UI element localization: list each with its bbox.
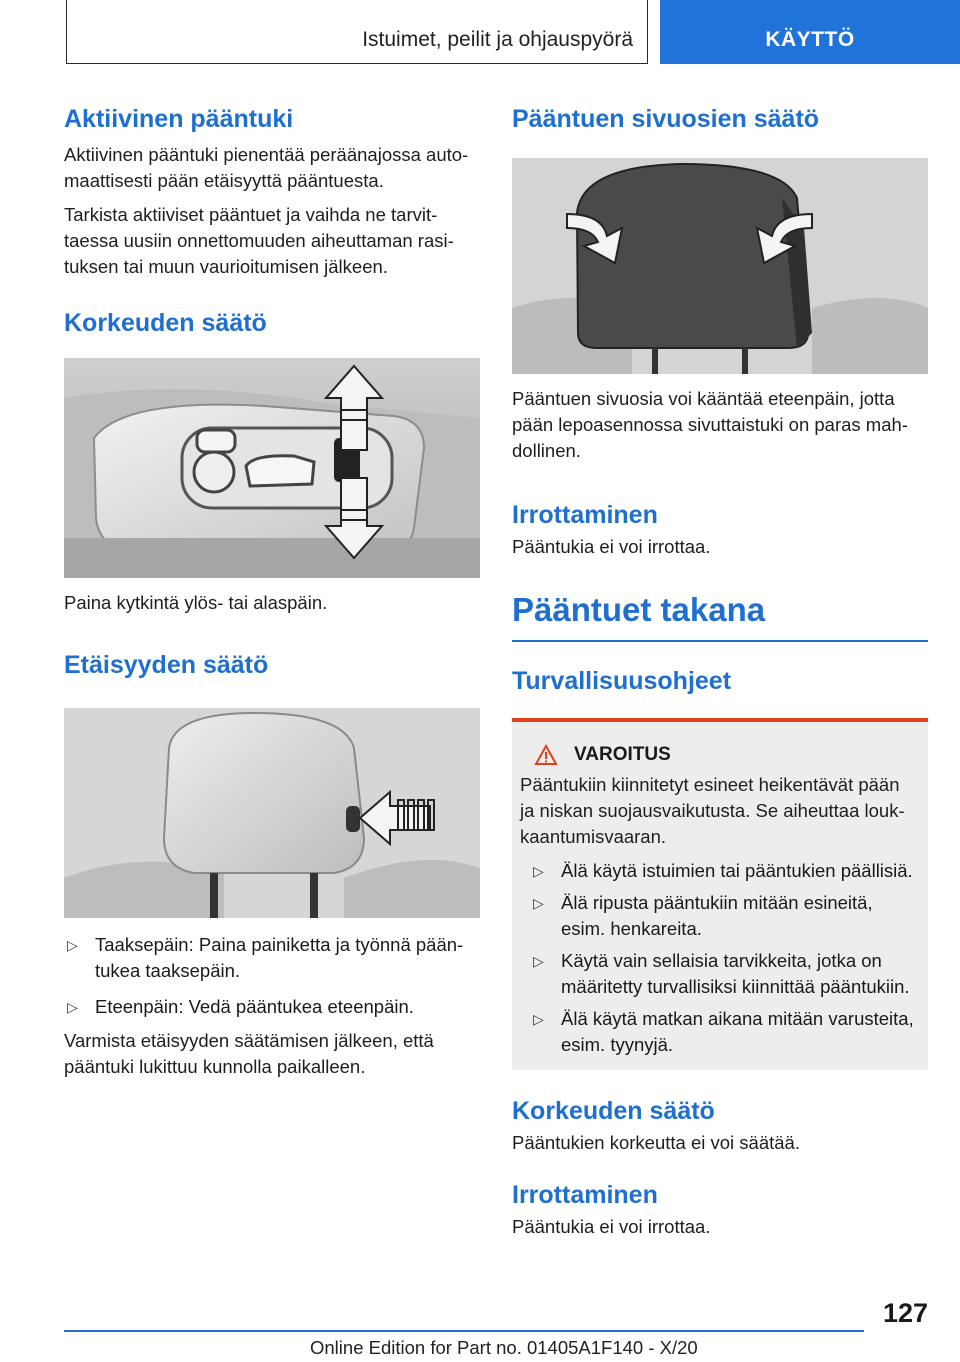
left-column xyxy=(64,100,480,1080)
bullet-triangle-icon: ▷ xyxy=(67,937,78,953)
active-headrest-title: Aktiivinen pääntuki xyxy=(64,105,294,133)
text-line: Varmista etäisyyden säätämisen jälkeen, että xyxy=(64,1030,434,1051)
footer-rule xyxy=(64,1330,864,1332)
remove-text-2: Pääntukia ei voi irrottaa. xyxy=(512,1215,711,1237)
text-line: dollinen. xyxy=(512,440,581,461)
remove-title-1: Irrottaminen xyxy=(512,501,658,529)
distance-adjust-title: Etäisyyden säätö xyxy=(64,651,269,679)
text-line: Taaksepäin: Paina painiketta ja työnnä pään- xyxy=(95,934,464,955)
warning-box xyxy=(512,718,928,1070)
text-line: ja niskan suojausvaikutusta. Se aiheuttaa louk- xyxy=(520,799,905,821)
warning-triangle-icon xyxy=(534,744,558,766)
list-item xyxy=(64,932,480,984)
page-number: 127 xyxy=(882,1298,928,1328)
remove-text-1: Pääntukia ei voi irrottaa. xyxy=(512,536,711,557)
headrest-side-illustration xyxy=(512,158,928,374)
text-line: Älä käytä matkan aikana mitään varusteita, xyxy=(561,1007,914,1029)
height-adjust-title: Korkeuden säätö xyxy=(64,309,267,337)
list-item xyxy=(530,858,920,884)
text-line: määritetty turvallisiksi kiinnittää pääntukiin. xyxy=(561,975,910,997)
text-line: Käytä vain sellaisia tarvikkeita, jotka on xyxy=(561,949,882,971)
warning-paragraph xyxy=(520,772,920,850)
text-line: kaantumisvaaran. xyxy=(520,825,667,847)
text-line: Aktiivinen pääntuki pienentää peräänajossa auto- xyxy=(64,144,469,165)
header-chapter-label: KÄYTTÖ xyxy=(765,28,855,51)
text-line: Pääntuen sivuosia voi kääntää eteenpäin, jotta xyxy=(512,388,895,409)
active-headrest-paragraph-1 xyxy=(64,142,480,194)
bullet-triangle-icon: ▷ xyxy=(533,862,544,879)
side-adjust-title: Pääntuen sivuosien säätö xyxy=(512,105,820,133)
header-chapter-tab xyxy=(660,0,960,64)
safety-title: Turvallisuusohjeet xyxy=(512,666,732,695)
text-line: esim. tyynyjä. xyxy=(561,1033,674,1055)
text-line: pääntuki lukittuu kunnolla paikalleen. xyxy=(64,1056,366,1077)
bullet-triangle-icon: ▷ xyxy=(533,952,544,969)
rear-headrests-title: Pääntuet takana xyxy=(512,591,766,628)
warning-bullet-list xyxy=(530,858,920,1058)
text-line: maattisesti pään etäisyyttä pääntuesta. xyxy=(64,170,384,191)
distance-note-paragraph xyxy=(64,1028,480,1080)
seat-switch-illustration xyxy=(64,358,480,578)
list-item xyxy=(530,948,920,1000)
text-line: Älä käytä istuimien tai pääntukien päällisiä. xyxy=(561,859,913,881)
bullet-triangle-icon: ▷ xyxy=(67,999,78,1015)
rear-height-title: Korkeuden säätö xyxy=(512,1096,715,1125)
warning-title: VAROITUS xyxy=(574,743,671,765)
text-line: Älä ripusta pääntukiin mitään esineitä, xyxy=(561,891,873,913)
text-line: taessa uusiin onnettomuuden aiheuttaman rasi- xyxy=(64,230,454,251)
text-line: Tarkista aktiiviset pääntuet ja vaihda ne tarvit- xyxy=(64,204,438,225)
right-column xyxy=(512,100,928,1240)
headrest-side-image xyxy=(512,158,928,374)
header-section-title: Istuimet, peilit ja ohjauspyörä xyxy=(362,28,633,51)
text-line: Pääntukiin kiinnitetyt esineet heikentävät pään xyxy=(520,773,900,795)
text-line: tukea taaksepäin. xyxy=(95,960,241,981)
rear-height-text: Pääntukien korkeutta ei voi säätää. xyxy=(512,1131,800,1153)
text-line: pään lepoasennossa sivuttaistuki on paras mah- xyxy=(512,414,908,435)
header-section-box xyxy=(66,0,648,64)
seat-switch-image xyxy=(64,358,480,578)
side-adjust-paragraph xyxy=(512,386,928,464)
height-adjust-caption: Paina kytkintä ylös- tai alaspäin. xyxy=(64,592,328,613)
text-line: esim. henkareita. xyxy=(561,917,702,939)
bullet-triangle-icon: ▷ xyxy=(533,1010,544,1027)
active-headrest-paragraph-2 xyxy=(64,202,480,280)
text-line: tuksen tai muun vaurioitumisen jälkeen. xyxy=(64,256,388,277)
bullet-triangle-icon: ▷ xyxy=(533,894,544,911)
footer-edition: Online Edition for Part no. 01405A1F140 - X/20 xyxy=(310,1337,698,1358)
list-item xyxy=(530,1006,920,1058)
remove-title-2: Irrottaminen xyxy=(512,1180,658,1209)
text-line: Eteenpäin: Vedä pääntukea eteenpäin. xyxy=(95,996,414,1017)
title-rule xyxy=(512,640,928,642)
list-item xyxy=(64,994,480,1020)
headrest-distance-image xyxy=(64,708,480,918)
list-item xyxy=(530,890,920,942)
headrest-distance-illustration xyxy=(64,708,480,918)
distance-bullet-list xyxy=(64,932,480,1020)
warning-header xyxy=(534,744,920,766)
